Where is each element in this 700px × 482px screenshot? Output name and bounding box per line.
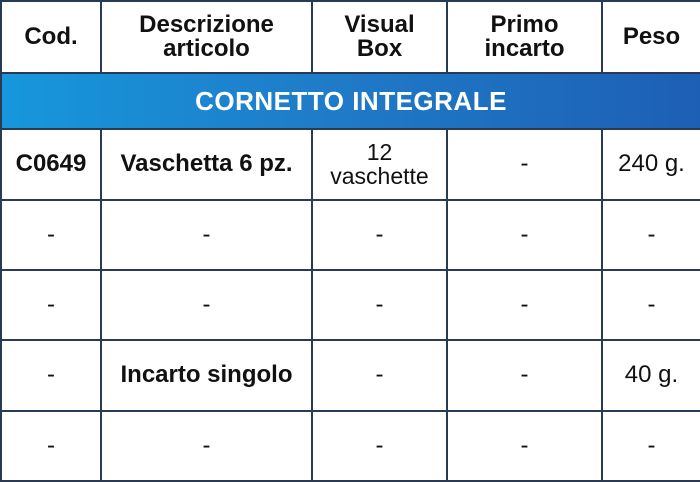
cell-peso: - (602, 411, 700, 481)
cell-cod: C0649 (1, 129, 101, 199)
cell-cod: - (1, 270, 101, 340)
cell-descrizione: - (101, 200, 312, 270)
cell-primo-incarto: - (447, 270, 602, 340)
cell-visual-box: - (312, 411, 447, 481)
table-row (1, 200, 700, 270)
table-row (1, 129, 700, 199)
column-header-cod: Cod. (1, 1, 101, 73)
column-header-descrizione: Descrizione articolo (101, 1, 312, 73)
cell-descrizione: - (101, 270, 312, 340)
table-row (1, 270, 700, 340)
item-rows (1, 129, 700, 481)
cell-cod: - (1, 200, 101, 270)
column-header-peso: Peso (602, 1, 700, 73)
table-header (1, 1, 700, 73)
cell-descrizione: Vaschetta 6 pz. (101, 129, 312, 199)
cell-peso: 240 g. (602, 129, 700, 199)
cell-peso: 40 g. (602, 340, 700, 410)
cell-descrizione: Incarto singolo (101, 340, 312, 410)
cell-primo-incarto: - (447, 411, 602, 481)
column-header-primo-incarto: Primo incarto (447, 1, 602, 73)
cell-descrizione: - (101, 411, 312, 481)
cell-primo-incarto: - (447, 129, 602, 199)
header-row (1, 1, 700, 73)
cell-visual-box: - (312, 340, 447, 410)
cell-peso: - (602, 270, 700, 340)
cell-visual-box: - (312, 200, 447, 270)
section-title: CORNETTO INTEGRALE (1, 73, 700, 129)
cell-cod: - (1, 340, 101, 410)
cell-cod: - (1, 411, 101, 481)
cell-primo-incarto: - (447, 340, 602, 410)
table-row (1, 411, 700, 481)
cell-visual-box: 12 vaschette (312, 129, 447, 199)
column-header-visual-box: Visual Box (312, 1, 447, 73)
cell-primo-incarto: - (447, 200, 602, 270)
section-row (1, 73, 700, 129)
section-body (1, 73, 700, 129)
cell-visual-box: - (312, 270, 447, 340)
table-row (1, 340, 700, 410)
cell-peso: - (602, 200, 700, 270)
